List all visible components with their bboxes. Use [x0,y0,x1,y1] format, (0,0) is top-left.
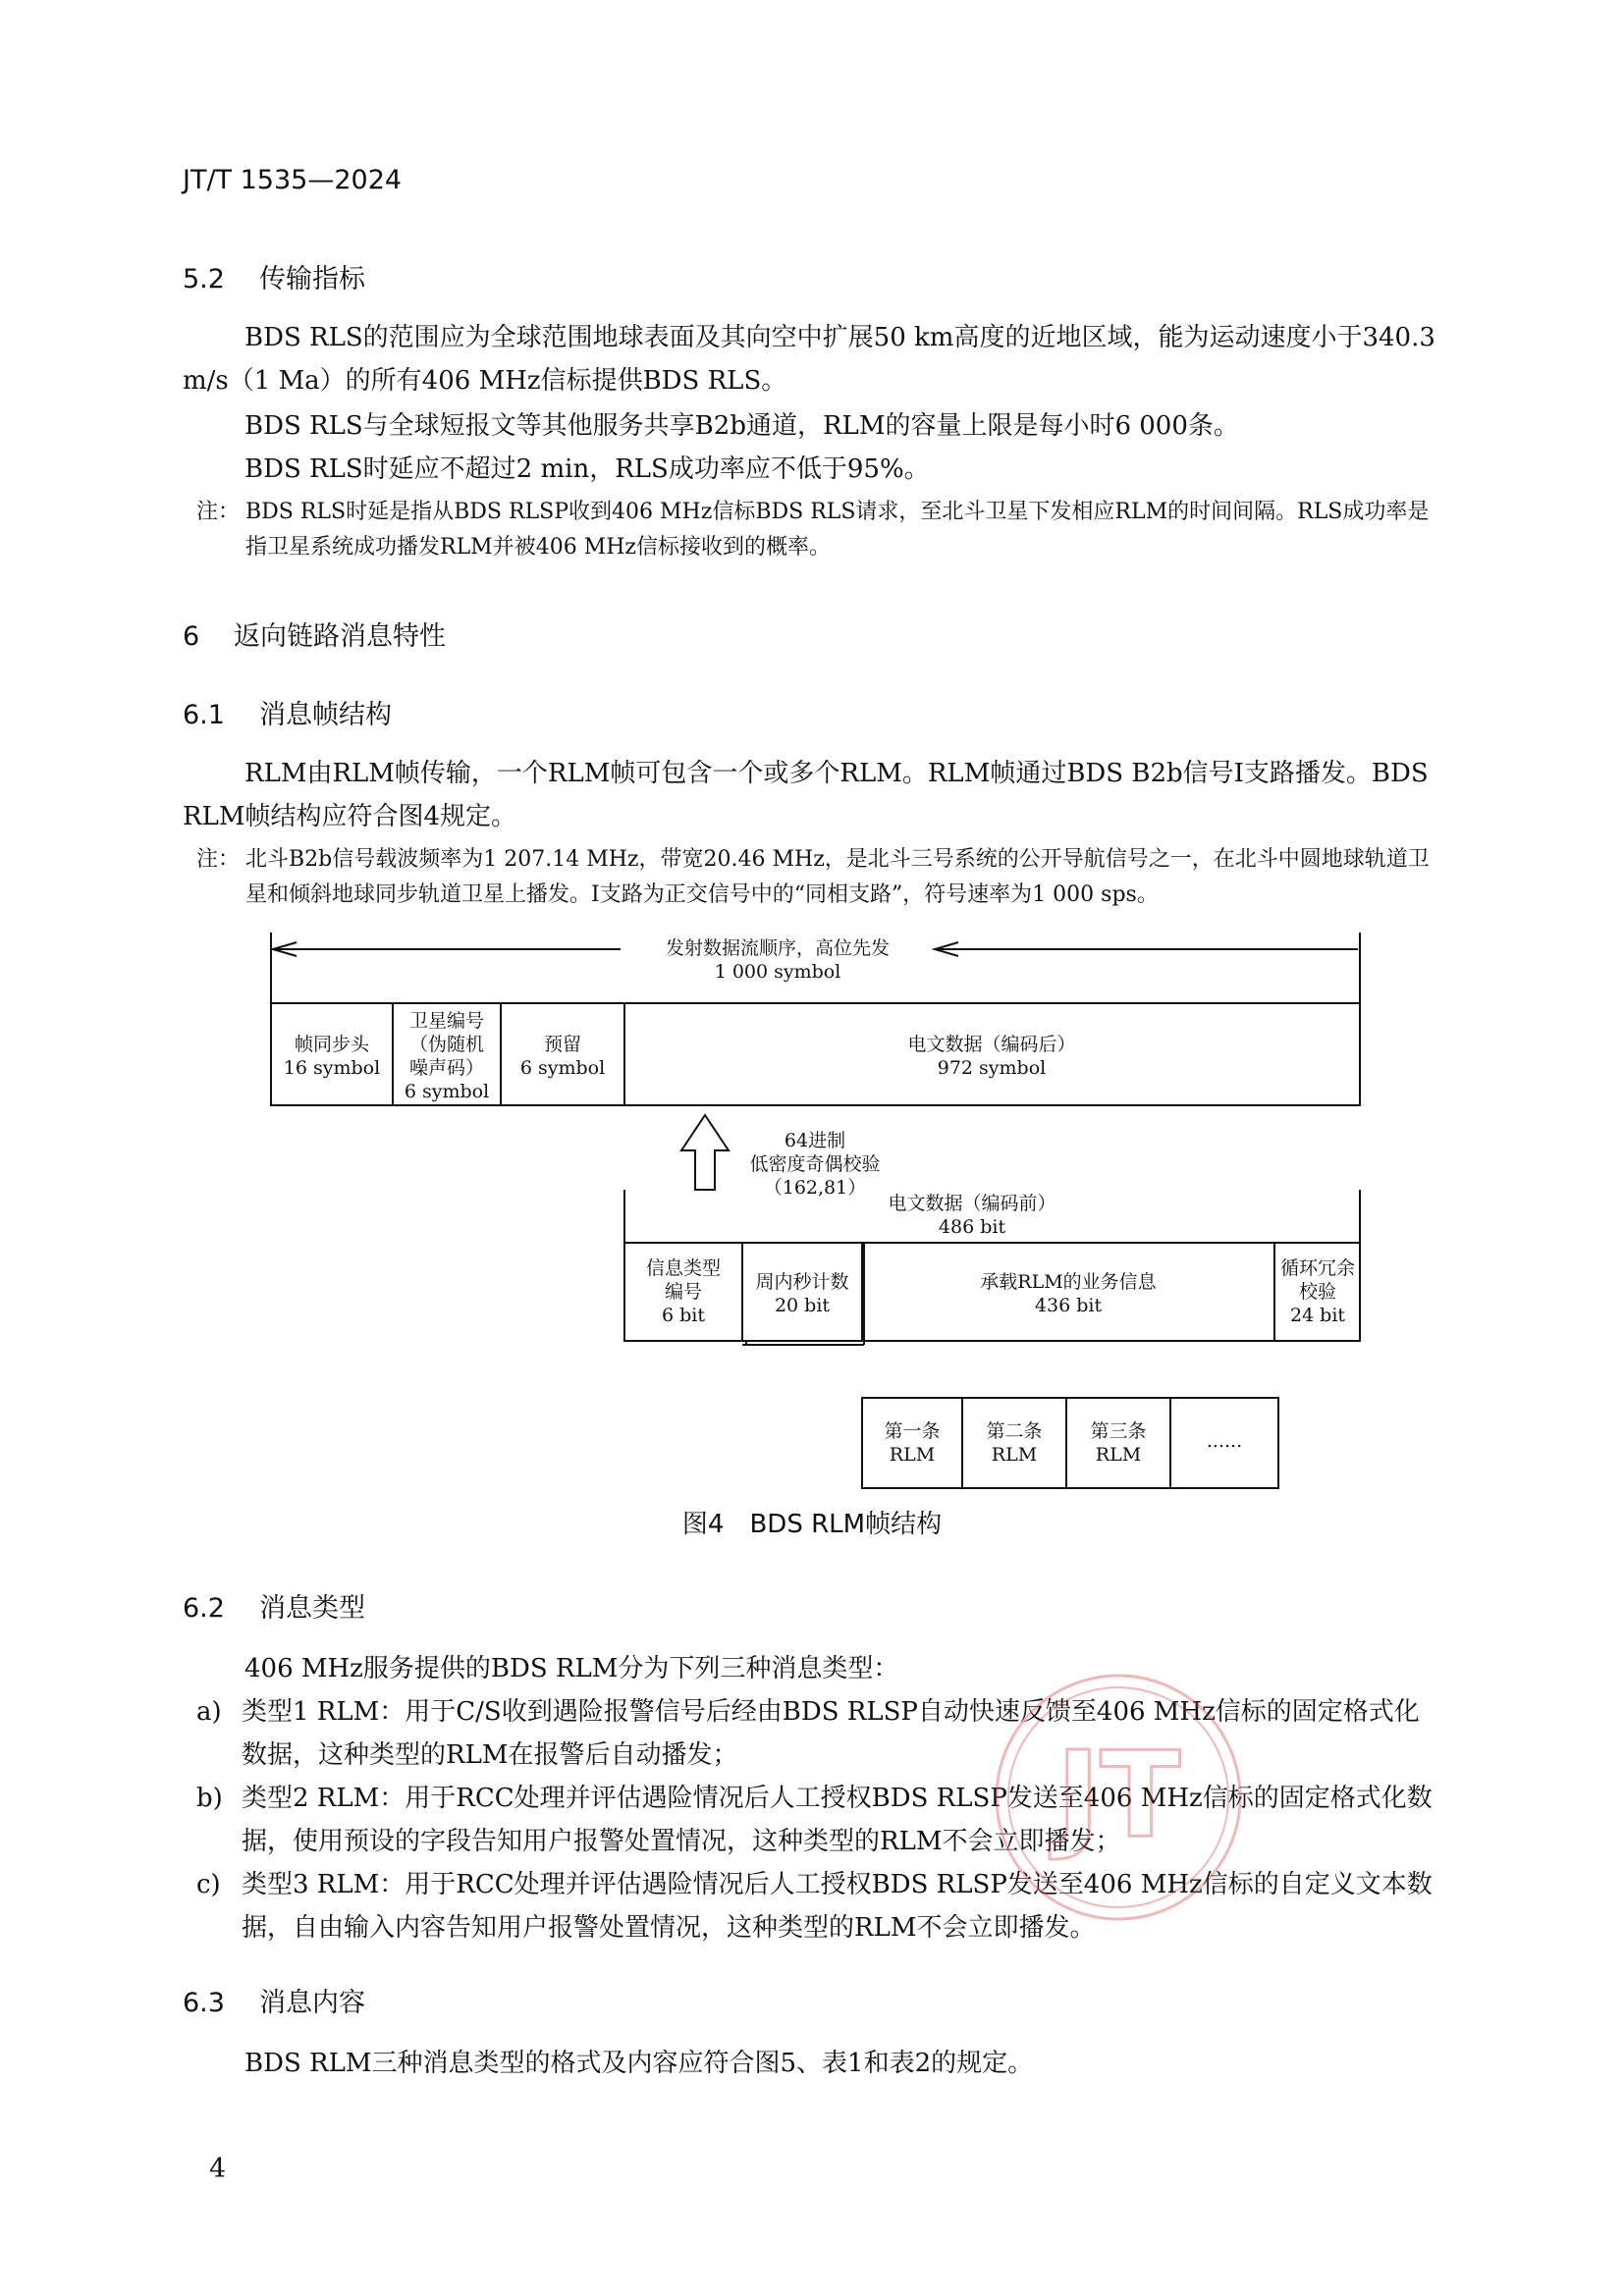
note-text: 北斗B2b信号载波频率为1 207.14 MHz，带宽20.46 MHz，是北斗三号系统的公开导航信号之一，在北斗中圆地球轨道卫星和倾斜地球同步轨道卫星上播发。I支路为正交信号中的“同相支路”，符号速率为1 000 sps。 [245,847,1430,907]
list-marker: c) [196,1870,221,1899]
list-item [196,1863,1439,1949]
frame-field-1-line-3: 6 symbol [404,1081,490,1102]
encoding-line-2: （162,81） [763,1177,867,1199]
sub-field-3-line-1: 校验 [1298,1281,1337,1303]
frame-field-0-line-1: 16 symbol [283,1057,381,1079]
list-text: 类型3 RLM：用于RCC处理并评估遇险情况后人工授权BDS RLSP发送至406 MHz信标的自定义文本数据，自由输入内容告知用户报警处置情况，这种类型的RLM不会立即播发。 [242,1870,1433,1943]
encoding-line-0: 64进制 [784,1130,846,1151]
section-number: 6.1 [183,700,225,730]
pre-encode-line-0: 电文数据（编码前） [888,1193,1056,1214]
rlm-item-2-line-0: 第三条 [1090,1420,1147,1442]
frame-field-1-line-1: （伪随机 [408,1034,485,1055]
section-title: 消息类型 [259,1593,365,1624]
paragraph: 406 MHz服务提供的BDS RLM分为下列三种消息类型： [244,1654,899,1683]
rlm-item-1-line-0: 第二条 [986,1420,1043,1442]
flow-label-2: 1 000 symbol [714,961,841,983]
sub-field-0-line-2: 6 bit [661,1305,706,1326]
section-6-2-heading [183,1586,365,1625]
figure-caption: 图4 BDS RLM帧结构 [681,1510,943,1539]
pre-encode-line-1: 486 bit [938,1216,1006,1238]
paragraph: RLM由RLM帧传输，一个RLM帧可包含一个或多个RLM。RLM帧通过BDS B2b信号I支路播发。BDS RLM帧结构应符合图4规定。 [183,759,1429,831]
sub-field-1-line-0: 周内秒计数 [755,1271,849,1293]
list-text: 类型1 RLM：用于C/S收到遇险报警信号后经由BDS RLSP自动快速反馈至406 MHz信标的固定格式化数据，这种类型的RLM在报警后自动播发； [242,1697,1420,1770]
section-title: 消息帧结构 [259,700,392,730]
page-number: 4 [209,2154,227,2184]
rlm-item-0-line-1: RLM [889,1444,936,1466]
sub-field-3-line-0: 循环冗余 [1279,1257,1356,1279]
rlm-item-3-line-0: ...... [1206,1430,1243,1452]
section-number: 6.3 [183,1988,225,2018]
frame-field-1-line-0: 卫星编号 [408,1010,485,1032]
rlm-item-0-line-0: 第一条 [884,1420,941,1442]
paragraph: BDS RLM三种消息类型的格式及内容应符合图5、表1和表2的规定。 [244,2049,1034,2078]
list-item [196,1777,1439,1863]
list-marker: b) [196,1784,223,1813]
frame-field-3-line-0: 电文数据（编码后） [907,1034,1076,1055]
jt-watermark-stamp [990,1669,1247,1926]
section-number: 5.2 [183,264,225,294]
frame-field-0-line-0: 帧同步头 [294,1034,370,1055]
rlm-item-1-line-1: RLM [991,1444,1038,1466]
sub-field-3-line-2: 24 bit [1289,1305,1346,1326]
paragraph: BDS RLS的范围应为全球范围地球表面及其向空中扩展50 km高度的近地区域，能为运动速度小于340.3 m/s（1 Ma）的所有406 MHz信标提供BDS RLS。 [183,323,1435,396]
paragraph: BDS RLS时延应不超过2 min，RLS成功率应不低于95%。 [244,454,930,484]
section-number: 6 [183,621,200,652]
flow-label-1: 发射数据流顺序，高位先发 [665,937,891,959]
sub-field-0-line-0: 信息类型 [645,1257,722,1279]
frame-field-1-line-2: 噪声码） [408,1057,485,1079]
frame-field-3-line-1: 972 symbol [937,1057,1047,1079]
document-id: JT/T 1535—2024 [183,165,403,195]
list-marker: a) [196,1697,222,1727]
sub-field-2-line-1: 436 bit [1034,1295,1103,1316]
encoding-arrow [681,1115,729,1190]
list-text: 类型2 RLM：用于RCC处理并评估遇险情况后人工授权BDS RLSP发送至406 MHz信标的固定格式化数据，使用预设的字段告知用户报警处置情况，这种类型的RLM不会立即播发； [242,1784,1433,1856]
encoding-line-1: 低密度奇偶校验 [749,1153,881,1175]
section-title: 消息内容 [259,1988,365,2018]
frame-field-2-line-1: 6 symbol [519,1057,606,1079]
frame-field-2-line-0: 预留 [543,1034,582,1055]
sub-field-1-line-1: 20 bit [774,1295,831,1316]
rlm-item-2-line-1: RLM [1095,1444,1142,1466]
section-title: 传输指标 [259,264,365,294]
list-item [196,1690,1439,1777]
note-text: BDS RLS时延是指从BDS RLSP收到406 MHz信标BDS RLS请求，至北斗卫星下发相应RLM的时间间隔。RLS成功率是指卫星系统成功播发RLM并被406 MHz信标接收到的概率。 [245,500,1430,560]
sub-field-2-line-0: 承载RLM的业务信息 [980,1271,1157,1293]
paragraph: BDS RLS与全球短报文等其他服务共享B2b通道，RLM的容量上限是每小时6 000条。 [244,411,1239,441]
section-title: 返向链路消息特性 [234,621,446,652]
note-label: 注： [196,500,241,524]
note-label: 注： [196,847,241,872]
stamp-text: JT [1056,1728,1181,1864]
sub-field-0-line-1: 编号 [664,1281,703,1303]
section-6-3-heading [183,1981,365,2019]
section-number: 6.2 [183,1593,225,1624]
